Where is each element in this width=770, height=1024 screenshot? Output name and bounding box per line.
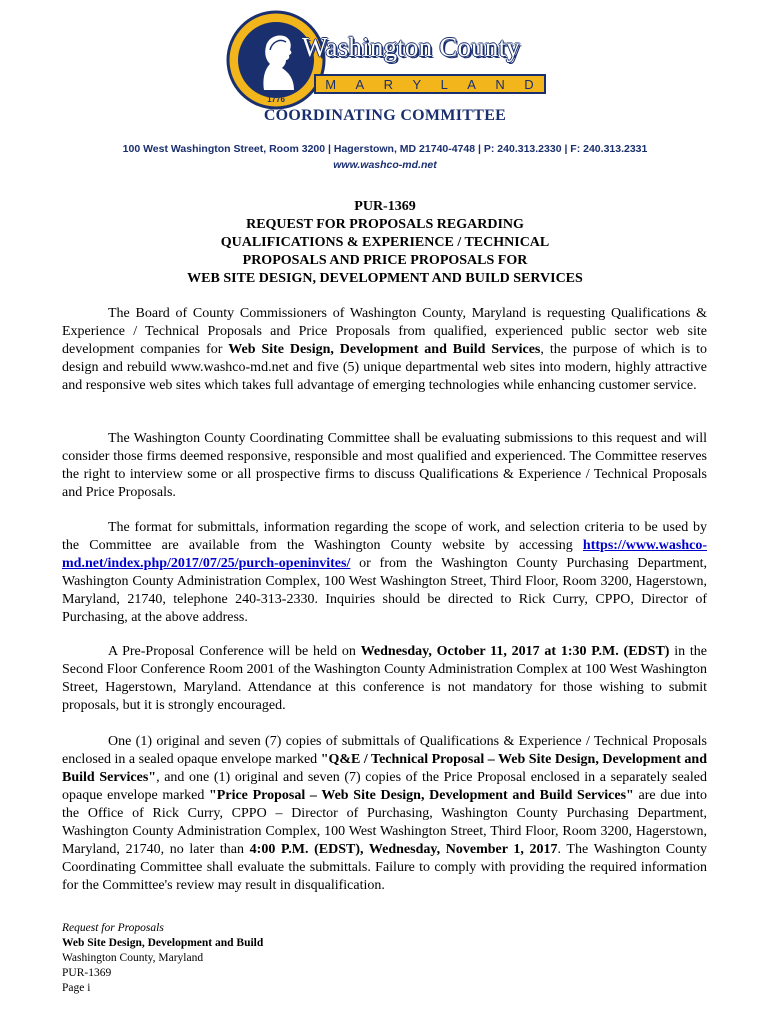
county-logo (226, 10, 546, 110)
rfp-number: PUR-1369 (354, 199, 416, 214)
paragraph-submittal-format (62, 519, 707, 627)
state-letter: N (495, 76, 506, 92)
title-line: QUALIFICATIONS & EXPERIENCE / TECHNICAL (220, 235, 550, 250)
paragraph-text: or from the Washington County Purchasing Department, Washington County Administration Complex, 100 West Washington Street, Third Floor, Room 3200, Hagerstown, Maryland, 21740, telephone 240-313-2330. Inquiries should be directed to Rick Curry, CPPO, Director of Purchasing, at the above address. (62, 556, 707, 625)
openinvites-link[interactable]: https://www.washco-md.net/index.php/2017/07/25/purch-openinvites/ (62, 538, 707, 571)
paragraph-text: The format for submittals, information regarding the scope of work, and selection criteria to be used by the Committee are available from the Washington County website by accessing (62, 520, 707, 553)
paragraph-text: The Washington County Coordinating Committee shall be evaluating submissions to this request and will consider those firms deemed responsive, responsible and most qualified and experienced. The Committee reserves the right to interview some or all prospective firms to discuss Qualifications & Experience / Technical Proposals and Price Proposals. (62, 431, 707, 500)
committee-heading: COORDINATING COMMITTEE (263, 107, 507, 124)
paragraph-text: The Board of County Commissioners of Washington County, Maryland is requesting Qualifications & Experience / Technical Proposals and Price Proposals from qualified, experienced public sector web site development companies for (62, 306, 707, 357)
footer-line: Request for Proposals (62, 922, 164, 934)
paragraph-evaluation (62, 430, 707, 502)
state-letter: L (440, 76, 449, 92)
paragraph-text: . The Washington County Coordinating Committee shall evaluate the submittals. Failure to comply with providing the required information for the Committee's review may result in disqualification. (62, 842, 707, 893)
footer-line: Washington County, Maryland (62, 952, 204, 964)
paragraph-conference (62, 643, 707, 715)
website-link[interactable]: www.washco-md.net (333, 159, 437, 171)
title-line: PROPOSALS AND PRICE PROPOSALS FOR (242, 253, 528, 268)
state-letter: M (325, 76, 338, 92)
envelope-label-price: "Price Proposal – Web Site Design, Development and Build Services" (209, 788, 634, 803)
conference-date: Wednesday, October 11, 2017 at 1:30 P.M. (EDST) (360, 644, 670, 659)
page-footer (62, 921, 263, 996)
paragraph-submission (62, 733, 707, 895)
document-title (0, 198, 770, 288)
state-letter: R (383, 76, 395, 92)
envelope-label-qe: "Q&E / Technical Proposal – Web Site Design, Development and Build Services" (62, 752, 707, 785)
state-letter: A (355, 76, 366, 92)
office-address: 100 West Washington Street, Room 3200 | Hagerstown, MD 21740-4748 | P: 240.313.2330 | F: 240.313.2331 (122, 143, 648, 155)
paragraph-intro (62, 305, 707, 395)
paragraph-text: One (1) original and seven (7) copies of submittals of Qualifications & Experience / Technical Proposals enclosed in a sealed opaque envelope marked (62, 734, 707, 767)
page-number: Page i (62, 982, 91, 994)
due-date: 4:00 P.M. (EDST), Wednesday, November 1, 2017 (249, 842, 558, 857)
seal-year: 1776 (267, 95, 285, 104)
paragraph-text: , the purpose of which is to design and rebuild www.washco-md.net and five (5) unique departmental web sites into modern, highly attractive and responsive web sites which takes full advantage of emerging technologies while enhancing customer service. (62, 342, 707, 393)
paragraph-text: in the Second Floor Conference Room 2001 of the Washington County Administration Complex at 100 West Washington Street, Hagerstown, Maryland. Attendance at this conference is not mandatory for those wishing to submit proposals, but it is strongly encouraged. (62, 644, 707, 713)
state-letter: A (467, 76, 477, 92)
title-line: WEB SITE DESIGN, DEVELOPMENT AND BUILD SERVICES (187, 271, 583, 286)
logo-wordmark: Washington County (302, 32, 520, 62)
footer-line: PUR-1369 (62, 967, 112, 979)
state-letter: Y (412, 76, 423, 92)
paragraph-text: A Pre-Proposal Conference will be held on (108, 644, 361, 659)
logo-state-bar (314, 74, 546, 94)
footer-line: Web Site Design, Development and Build (62, 937, 264, 949)
service-name: Web Site Design, Development and Build Services (228, 342, 541, 357)
title-line: REQUEST FOR PROPOSALS REGARDING (246, 217, 524, 232)
paragraph-text: , and one (1) original and seven (7) copies of the Price Proposal enclosed in a separately sealed opaque envelope marked (62, 770, 707, 803)
state-letter: D (524, 76, 535, 92)
paragraph-text: are due into the Office of Rick Curry, CPPO – Director of Purchasing, Washington County Purchasing Department, Washington County Administration Complex, 100 West Washington Street, Third Floor, Room 3200, Hagerstown, Maryland, 21740, no later than (62, 788, 707, 857)
